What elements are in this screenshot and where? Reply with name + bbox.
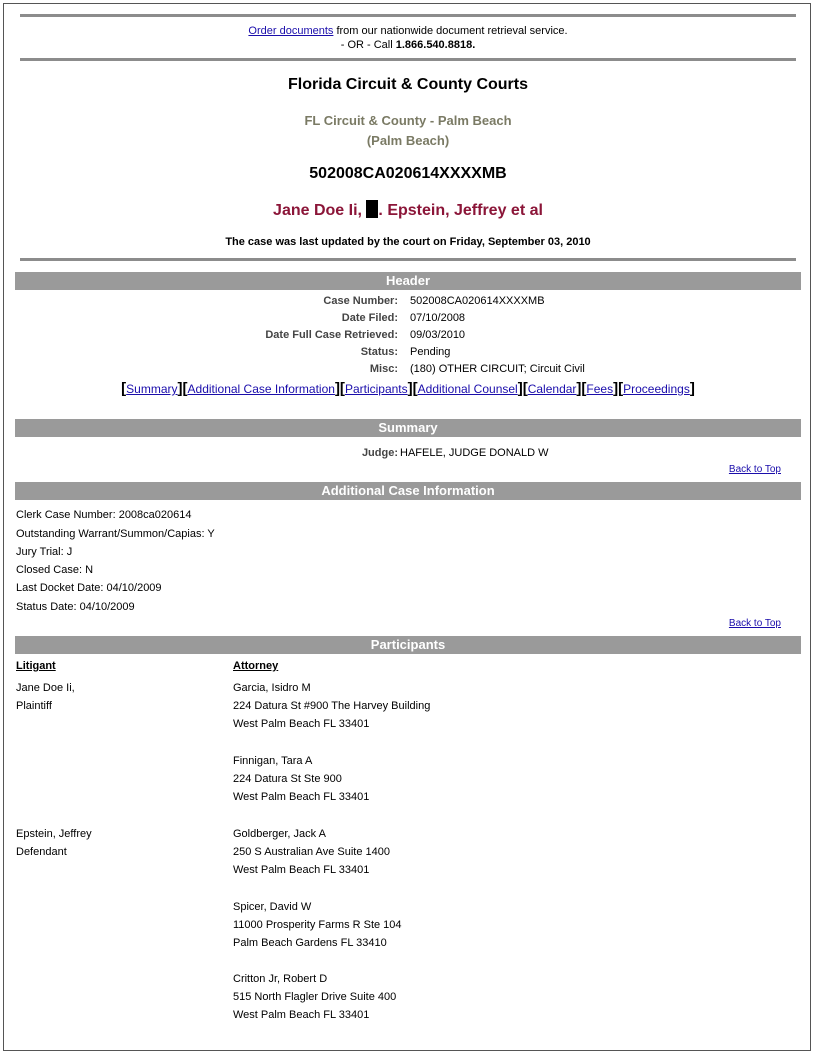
- field-label: Status:: [360, 346, 398, 358]
- attorney-city: West Palm Beach FL 33401: [233, 791, 370, 803]
- field-date-filed: [0, 312, 816, 329]
- litigant-name: Epstein, Jeffrey: [16, 828, 92, 840]
- court-title: Florida Circuit & County Courts: [288, 76, 528, 93]
- participants-section-bar: Participants: [15, 636, 801, 654]
- additional-info-line: Last Docket Date: 04/10/2009: [16, 582, 162, 594]
- phone-number: 1.866.540.8818.: [395, 39, 476, 51]
- field-value: 502008CA020614XXXXMB: [410, 295, 545, 307]
- attorney-name: Spicer, David W: [233, 901, 312, 913]
- field-value: Pending: [410, 346, 451, 358]
- nav-link-fees[interactable]: Fees: [586, 382, 614, 396]
- field-status: [0, 346, 816, 363]
- field-value: (180) OTHER CIRCUIT; Circuit Civil: [410, 363, 585, 375]
- case-name-suffix: . Epstein, Jeffrey et al: [378, 202, 543, 219]
- additional-info-line: Jury Trial: J: [16, 546, 73, 558]
- case-name-prefix: Jane Doe Ii,: [273, 202, 367, 219]
- case-name: [0, 200, 816, 220]
- nav-link-calendar[interactable]: Calendar: [527, 382, 577, 396]
- back-to-top-link[interactable]: Back to Top: [728, 618, 781, 629]
- court-division: FL Circuit & County - Palm Beach: [304, 113, 512, 128]
- attorney-name: Goldberger, Jack A: [233, 828, 326, 840]
- litigant-column-header: Litigant: [16, 660, 56, 672]
- last-updated: The case was last updated by the court on Friday, September 03, 2010: [225, 236, 591, 248]
- back-to-top-link[interactable]: Back to Top: [728, 464, 781, 475]
- call-line: [0, 39, 816, 51]
- order-text: from our nationwide document retrieval service.: [333, 25, 568, 37]
- case-number-title: 502008CA020614XXXXMB: [309, 165, 507, 182]
- attorney-city: West Palm Beach FL 33401: [233, 1009, 370, 1021]
- nav-link-proceedings[interactable]: Proceedings: [623, 382, 690, 396]
- attorney-column-header: Attorney: [233, 660, 279, 672]
- top-rule: [20, 14, 796, 17]
- attorney-address: 515 North Flagler Drive Suite 400: [233, 991, 397, 1003]
- field-value: 07/10/2008: [410, 312, 466, 324]
- nav-link-participants[interactable]: Participants: [344, 382, 408, 396]
- attorney-name: Critton Jr, Robert D: [233, 973, 328, 985]
- field-label: Date Full Case Retrieved:: [265, 329, 398, 341]
- litigant-role: Defendant: [16, 846, 67, 858]
- field-label: Date Filed:: [341, 312, 398, 324]
- attorney-address: 250 S Australian Ave Suite 1400: [233, 846, 390, 858]
- order-documents-link[interactable]: Order documents: [248, 25, 334, 37]
- header-section-bar: Header: [15, 272, 801, 290]
- section-nav: [Summary][Additional Case Information][Participants][Additional Counsel][Calendar][Fees][Proceedings]: [121, 380, 695, 397]
- litigant-name: Jane Doe Ii,: [16, 682, 75, 694]
- field-value: 09/03/2010: [410, 329, 466, 341]
- judge-label: Judge:: [361, 447, 398, 459]
- nav-link-additional-case-info[interactable]: Additional Case Information: [187, 382, 335, 396]
- attorney-city: West Palm Beach FL 33401: [233, 718, 370, 730]
- order-banner: [0, 25, 816, 37]
- field-label: Misc:: [369, 363, 398, 375]
- or-text: - OR - Call: [340, 39, 396, 51]
- field-label: Case Number:: [323, 295, 398, 307]
- additional-info-section-bar: Additional Case Information: [15, 482, 801, 500]
- banner-rule: [20, 58, 796, 61]
- attorney-city: West Palm Beach FL 33401: [233, 864, 370, 876]
- redaction-block: [366, 200, 378, 218]
- summary-section-bar: Summary: [15, 419, 801, 437]
- attorney-address: 224 Datura St Ste 900: [233, 773, 342, 785]
- litigant-role: Plaintiff: [16, 700, 52, 712]
- attorney-name: Finnigan, Tara A: [233, 755, 313, 767]
- additional-info-line: Clerk Case Number: 2008ca020614: [16, 509, 192, 521]
- additional-info-line: Closed Case: N: [16, 564, 94, 576]
- field-case-number: [0, 295, 816, 312]
- nav-link-additional-counsel[interactable]: Additional Counsel: [417, 382, 518, 396]
- page-frame: [3, 3, 811, 1051]
- judge-value: HAFELE, JUDGE DONALD W: [400, 447, 549, 459]
- field-misc: [0, 363, 816, 380]
- attorney-city: Palm Beach Gardens FL 33410: [233, 937, 387, 949]
- attorney-address: 224 Datura St #900 The Harvey Building: [233, 700, 431, 712]
- field-date-retrieved: [0, 329, 816, 346]
- nav-link-summary[interactable]: Summary: [126, 382, 178, 396]
- judge-row: [0, 447, 816, 464]
- additional-info-line: Status Date: 04/10/2009: [16, 601, 135, 613]
- title-rule: [20, 258, 796, 261]
- additional-info-line: Outstanding Warrant/Summon/Capias: Y: [16, 528, 215, 540]
- attorney-name: Garcia, Isidro M: [233, 682, 311, 694]
- attorney-address: 11000 Prosperity Farms R Ste 104: [233, 919, 402, 931]
- court-location: (Palm Beach): [366, 133, 450, 148]
